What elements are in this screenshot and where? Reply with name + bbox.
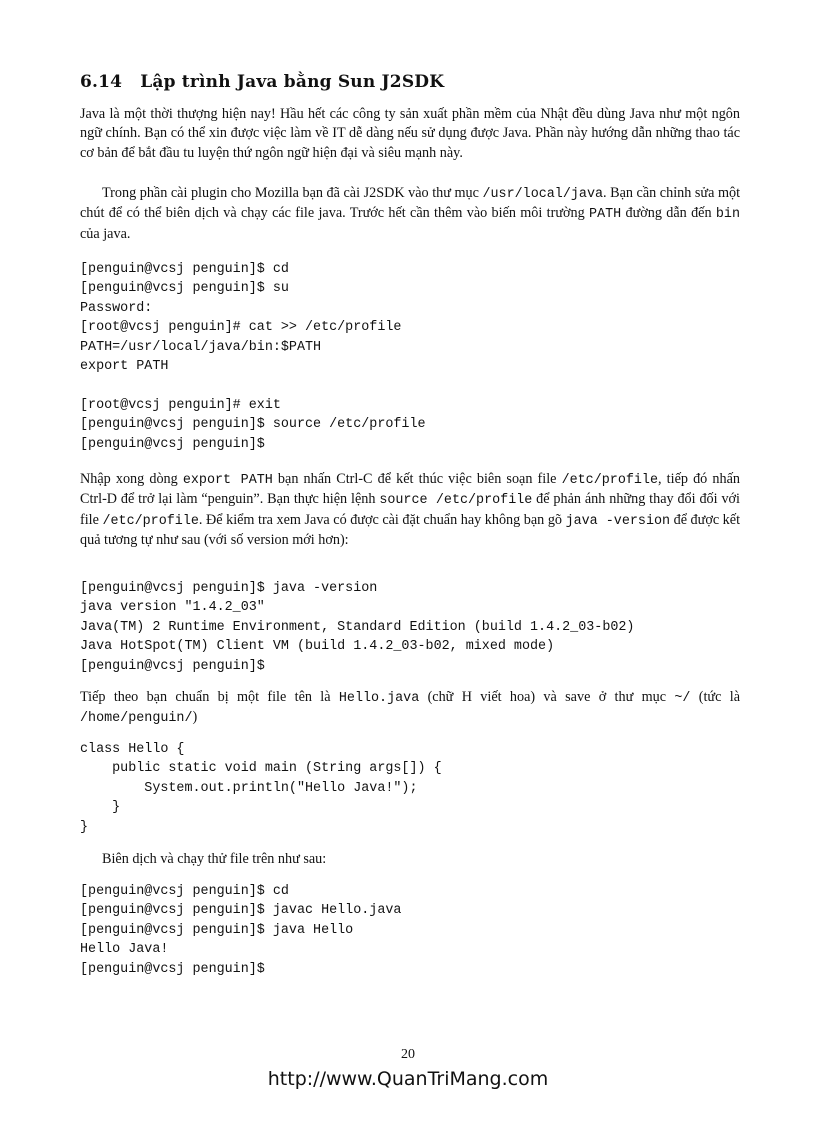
text-run: Tiếp theo bạn chuẩn bị một file tên là [80,689,339,705]
inline-code: /etc/profile [561,473,659,488]
text-run: bạn nhấn Ctrl-C để kết thúc việc biên soạn file [272,471,562,487]
text-run: (chữ H viết hoa) và save ở thư mục [419,689,675,705]
code-block-path-setup: [penguin@vcsj penguin]$ cd [penguin@vcsj penguin]$ su Password: [root@vcsj penguin]# cat >> /etc/profile PATH=/usr/local/java/bin:$PATH export PATH [root@vcsj penguin]# exit [penguin@vcsj penguin]$ source /etc/profile [penguin@vcsj penguin]$ [80,262,426,452]
compile-intro-paragraph: Biên dịch và chạy thử file trên như sau: [102,851,327,867]
text-run: (tức là [690,689,740,705]
code-block-compile-run: [penguin@vcsj penguin]$ cd [penguin@vcsj penguin]$ javac Hello.java [penguin@vcsj penguin]$ java Hello Hello Java! [penguin@vcsj penguin]$ [80,884,402,977]
text-run: để được kết quả tương tự như sau (với số version mới hơn): [80,511,741,549]
code-block-hello-class: class Hello { public static void main (String args[]) { System.out.println("Hello Java!"); } } [80,742,442,835]
export-explanation-paragraph [80,470,740,551]
text-run: Trong phần cài plugin cho Mozilla bạn đã cài J2SDK vào thư mục [102,185,483,201]
inline-code: /etc/profile [102,513,199,529]
text-run: ) [192,709,198,726]
section-heading [80,72,444,92]
inline-code: PATH [589,207,622,223]
text-run: đường dẫn đến [621,205,716,222]
intro-paragraph: Java là một thời thượng hiện nay! Hầu hết các công ty sản xuất phần mềm của Nhật đều dùng Java như một ngôn ngữ chính. Bạn có thể xin được việc làm về IT dễ dàng nếu sử dụng được Java. Phần này hướng dẫn những thao tác cơ bản để bắt đầu tu luyện thứ ngôn ngữ hiện đại và siêu mạnh này. [80,106,740,161]
install-path-paragraph [80,184,740,244]
section-title: Lập trình Java bằng Sun J2SDK [140,72,445,92]
inline-code: ~/ [674,691,691,706]
text-run: để phản ánh những thay đổi đối với file [80,491,740,528]
text-run: Nhập xong dòng [80,471,183,487]
inline-code: export PATH [182,473,273,488]
code-block-java-version: [penguin@vcsj penguin]$ java -version java version "1.4.2_03" Java(TM) 2 Runtime Environment, Standard Edition (build 1.4.2_03-b02) Java HotSpot(TM) Client VM (build 1.4.2_03-b02, mixed mode) [penguin@vcsj penguin]$ [80,581,635,674]
inline-code: java -version [565,513,671,529]
text-run: . Bạn cần chỉnh sửa một chút để có thể biên dịch và chạy các file java. Trước hết cần thêm vào biến môi trường [80,185,741,222]
page-number: 20 [401,1047,415,1062]
hello-file-paragraph [80,688,740,729]
inline-code: /home/penguin/ [80,711,193,727]
text-run: của java. [80,225,131,242]
inline-code: /usr/local/java [482,187,604,202]
text-run: , tiếp đó nhấn Ctrl-D để trở lại làm “penguin”. Bạn thực hiện lệnh [80,471,740,508]
text-run: . Để kiểm tra xem Java có được cài đặt chuẩn hay không bạn gõ [198,511,566,528]
inline-code: source /etc/profile [379,493,533,509]
section-number: 6.14 [80,72,123,92]
inline-code: Hello.java [338,691,420,706]
footer-url-link[interactable]: http://www.QuanTriMang.com [267,1068,549,1090]
inline-code: bin [715,207,740,223]
